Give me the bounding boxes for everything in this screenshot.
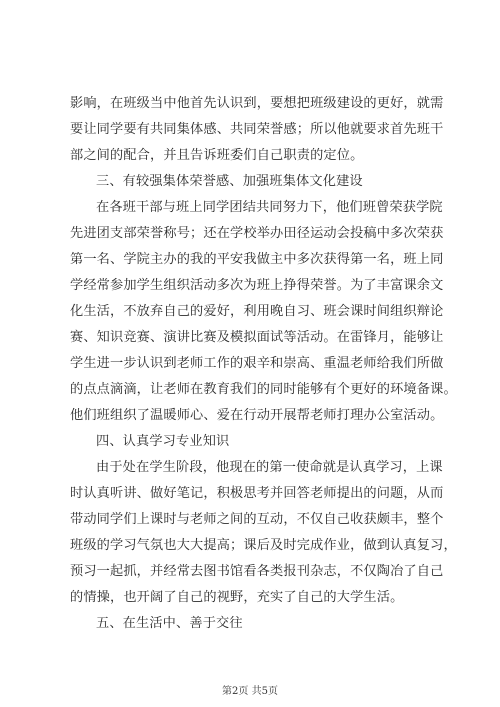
paragraph-line: 的情操，也开阔了自己的视野，充实了自己的大学生活。 (70, 590, 404, 605)
paragraph-line: 他们班组织了温暖师心、爱在行动开展帮老师打理办公室活动。 (70, 408, 444, 423)
paragraph-line: 时认真听讲、做好笔记，积极思考并回答老师提出的问题，从而 (70, 486, 444, 501)
paragraph-line: 学经常参加学生组织活动多次为班上挣得荣誉。为了丰富课余文 (70, 278, 444, 293)
paragraph-line: 在各班干部与班上同学团结共同努力下，他们班曾荣获学院 (96, 200, 443, 215)
paragraph-line: 班级的学习气氛也大大提高；课后及时完成作业，做到认真复习， (70, 538, 457, 553)
paragraph-line: 赛、知识竞赛、演讲比赛及模拟面试等活动。在雷锋月，能够让 (70, 330, 444, 345)
paragraph-line: 的点点滴滴，让老师在教育我们的同时能够有个更好的环境备课。 (70, 382, 457, 397)
paragraph-line: 第一名、学院主办的我的平安我做主中多次获得第一名，班上同 (70, 252, 444, 267)
paragraph-line: 预习一起抓，并经常去图书馆看各类报刊杂志，不仅陶冶了自己 (70, 564, 444, 579)
paragraph-line: 部之间的配合，并且告诉班委们自己职责的定位。 (70, 148, 364, 163)
paragraph-line: 化生活，不放弃自己的爱好，利用晚自习、班会课时间组织辩论 (70, 304, 444, 319)
paragraph-line: 带动同学们上课时与老师之间的互动，不仅自己收获颇丰，整个 (70, 512, 444, 527)
section-heading: 四、认真学习专业知识 (96, 434, 230, 449)
paragraph-line: 影响，在班级当中他首先认识到，要想把班级建设的更好，就需 (70, 96, 444, 111)
paragraph-line: 由于处在学生阶段，他现在的第一使命就是认真学习，上课 (96, 460, 443, 475)
paragraph-line: 先进团支部荣誉称号；还在学校举办田径运动会投稿中多次荣获 (70, 226, 444, 241)
paragraph-line: 学生进一步认识到老师工作的艰辛和崇高、重温老师给我们所做 (70, 356, 444, 371)
section-heading: 五、在生活中、善于交往 (96, 616, 243, 631)
paragraph-line: 要让同学要有共同集体感、共同荣誉感；所以他就要求首先班干 (70, 122, 444, 137)
page-number-footer: 第2页 共5页 (222, 686, 278, 697)
section-heading: 三、有较强集体荣誉感、加强班集体文化建设 (96, 174, 363, 189)
